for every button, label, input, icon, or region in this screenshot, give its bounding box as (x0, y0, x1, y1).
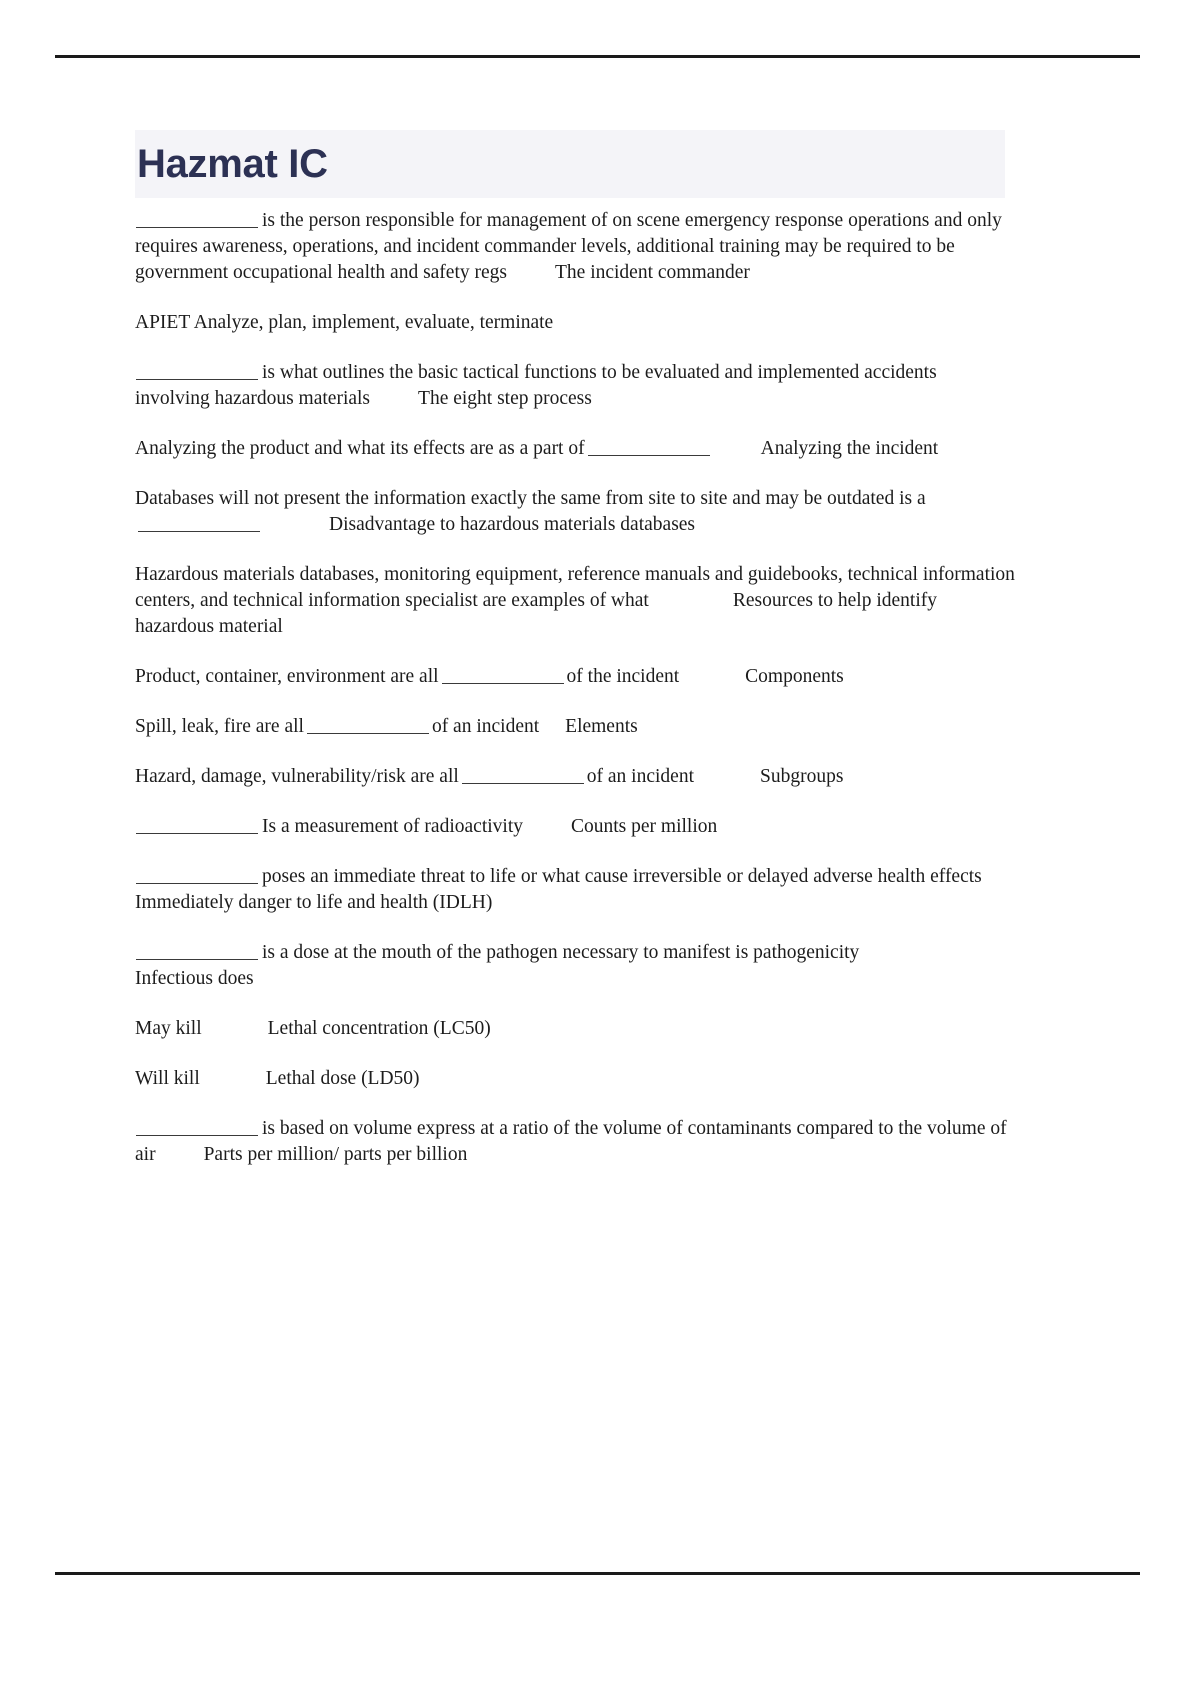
entry-database-disadvantage (135, 486, 1015, 538)
fill-in-blank (136, 1119, 258, 1136)
entry-question-after: of an incident (586, 766, 694, 787)
entry-answer: Analyzing the incident (760, 438, 939, 459)
entry-question-before: Product, container, environment are all (135, 666, 439, 687)
entry-question: Will kill (135, 1068, 200, 1089)
entry-idlh (135, 864, 1015, 916)
entry-question: Is a measurement of radioactivity (262, 816, 523, 837)
page-title: Hazmat IC (137, 142, 328, 186)
fill-in-blank (442, 667, 564, 684)
entry-question: is the person responsible for management of on scene emergency response operations and only requires awareness, operations, and incident commander levels, additional training may be required to be government occupational health and safety regs (135, 210, 1002, 283)
entry-answer: Lethal concentration (LC50) (267, 1018, 491, 1039)
fill-in-blank (588, 439, 710, 456)
entry-answer: The incident commander (555, 262, 750, 283)
entry-question: is what outlines the basic tactical functions to be evaluated and implemented accidents involving hazardous materials (135, 362, 937, 409)
entry-answer: Components (745, 666, 844, 687)
entry-question-before: Hazard, damage, vulnerability/risk are all (135, 766, 459, 787)
entry-answer: Lethal dose (LD50) (265, 1068, 420, 1089)
fill-in-blank (136, 943, 258, 960)
top-horizontal-rule (55, 55, 1140, 58)
entry-identify-resources (135, 562, 1015, 640)
entry-apiet (135, 310, 1015, 336)
entry-question-before: Databases will not present the information exactly the same from site to site and may be outdated is a (135, 488, 926, 509)
entry-subgroups (135, 764, 1015, 790)
entry-answer: Elements (565, 716, 638, 737)
entry-components (135, 664, 1015, 690)
entry-infectious-dose (135, 940, 1015, 992)
entry-answer: The eight step process (418, 388, 592, 409)
entry-question-after: of an incident (431, 716, 540, 737)
document-body (135, 208, 1015, 1168)
entry-lc50 (135, 1016, 1015, 1042)
fill-in-blank (307, 717, 429, 734)
entry-question: is based on volume express at a ratio of the volume of contaminants compared to the volume of air (135, 1118, 1007, 1165)
entry-answer: Parts per million/ parts per billion (203, 1144, 468, 1165)
fill-in-blank (136, 211, 258, 228)
entry-incident-commander (135, 208, 1015, 286)
title-banner (135, 130, 1005, 198)
entry-ld50 (135, 1066, 1015, 1092)
entry-answer: Subgroups (760, 766, 844, 787)
fill-in-blank (462, 767, 584, 784)
fill-in-blank (138, 515, 260, 532)
entry-answer: Infectious does (135, 968, 254, 989)
entry-question: APIET Analyze, plan, implement, evaluate, terminate (135, 312, 554, 333)
bottom-horizontal-rule (55, 1572, 1140, 1575)
entry-eight-step-process (135, 360, 1015, 412)
entry-answer: Disadvantage to hazardous materials databases (329, 514, 696, 535)
entry-question: Hazardous materials databases, monitoring equipment, reference manuals and guidebooks, technical information centers, and technical information specialist are examples of what (135, 564, 1015, 611)
entry-question: poses an immediate threat to life or what cause irreversible or delayed adverse health effects (262, 866, 982, 887)
entry-answer: Resources to help identify hazardous material (135, 590, 938, 637)
entry-question-before: Analyzing the product and what its effects are as a part of (135, 438, 585, 459)
entry-answer: Immediately danger to life and health (IDLH) (135, 892, 493, 913)
entry-answer: Counts per million (570, 816, 718, 837)
fill-in-blank (136, 363, 258, 380)
entry-ppm-ppb (135, 1116, 1015, 1168)
entry-question-after: of the incident (566, 666, 680, 687)
entry-question-before: Spill, leak, fire are all (135, 716, 304, 737)
fill-in-blank (136, 867, 258, 884)
entry-question: May kill (135, 1018, 202, 1039)
fill-in-blank (136, 817, 258, 834)
entry-elements (135, 714, 1015, 740)
entry-counts-per-million (135, 814, 1015, 840)
entry-analyzing-the-incident (135, 436, 1015, 462)
entry-question: is a dose at the mouth of the pathogen necessary to manifest is pathogenicity (262, 942, 860, 963)
